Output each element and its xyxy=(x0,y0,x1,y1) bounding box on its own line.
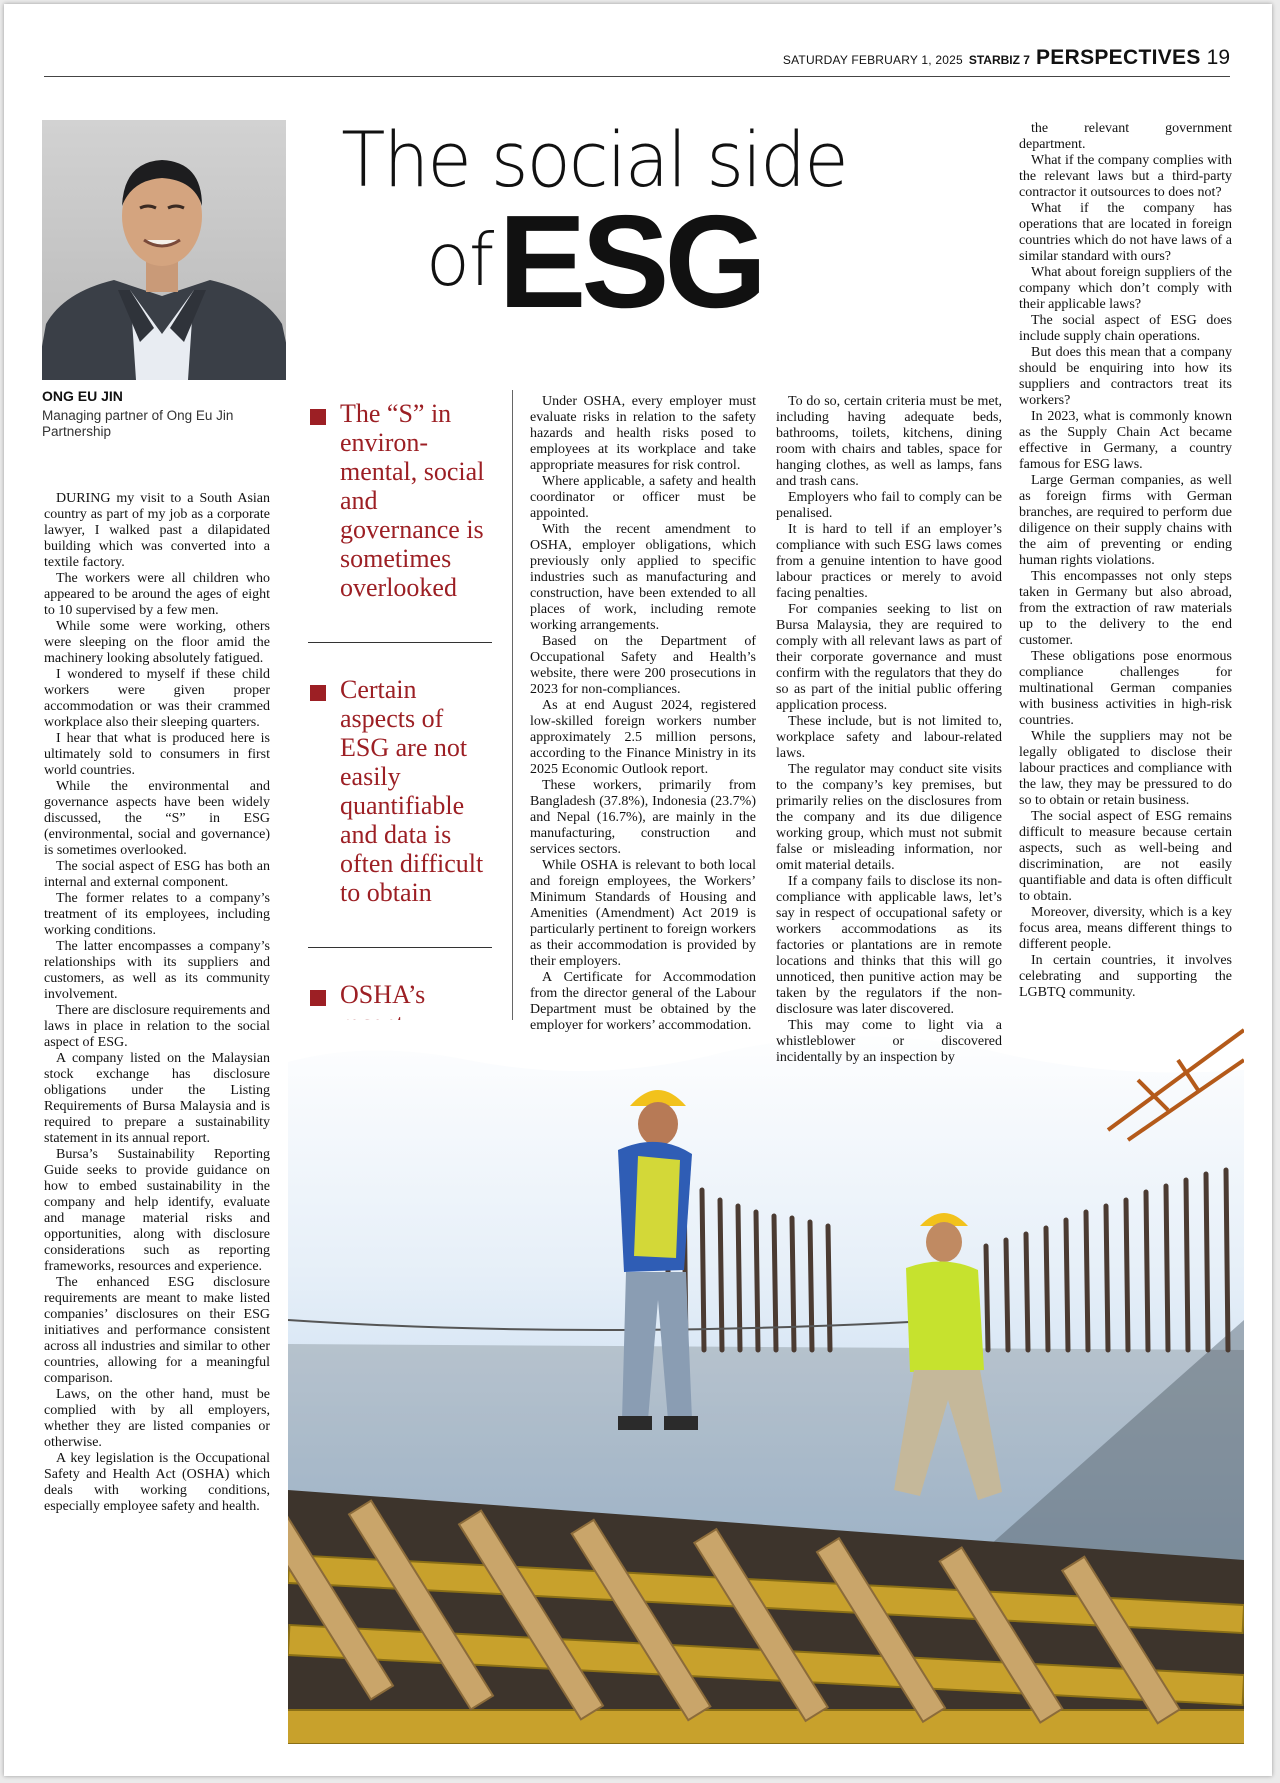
headline-line-2 xyxy=(294,188,894,362)
pull-quote xyxy=(308,399,492,602)
body-paragraph: For companies seeking to list on Bursa Malaysia, they are required to comply with all relevant laws as part of their corporate governance and must confirm with the regulators that they do so as part of the initial public offering application process. xyxy=(776,602,1002,713)
pull-quote-text: OSHA’s xyxy=(340,980,426,1009)
author-portrait-illustration xyxy=(42,120,286,380)
body-paragraph: This may come to light via a whistleblower or discovered incidentally by an inspection by xyxy=(776,1018,1002,1065)
body-paragraph: I wondered to myself if these child workers were given proper accommodation or was their crammed workplace also their sleeping quarters. xyxy=(44,667,270,730)
pull-quote-text: The “S” in environ-mental, social and governance is sometimes overlooked xyxy=(340,399,485,602)
body-paragraph: Under OSHA, every employer must evaluate risks in relation to the safety hazards and health risks posed to employees at its workplace and take appropriate measures for risk control. xyxy=(530,394,756,473)
body-paragraph: Bursa’s Sustainability Reporting Guide seeks to provide guidance on how to embed sustainability in the company and help identify, evaluate and manage material risks and opportunities, along with disclosure considerations such as reporting frameworks, resources and experience. xyxy=(44,1147,270,1274)
body-paragraph: In 2023, what is commonly known as the Supply Chain Act became effective in Germany, a country famous for ESG laws. xyxy=(1019,409,1232,472)
body-paragraph: What about foreign suppliers of the company which don’t comply with their applicable laws? xyxy=(1019,265,1232,312)
newspaper-page xyxy=(4,4,1272,1776)
construction-workers-photo xyxy=(288,1020,1244,1744)
body-paragraph: What if the company complies with the relevant laws but a third-party contractor it outsources to does not? xyxy=(1019,153,1232,200)
body-paragraph: The social aspect of ESG does include supply chain operations. xyxy=(1019,313,1232,344)
body-paragraph: Moreover, diversity, which is a key focus area, means different things to different people. xyxy=(1019,905,1232,952)
body-paragraph: These obligations pose enormous compliance challenges for multinational German companies with business activities in high-risk countries. xyxy=(1019,649,1232,728)
author-role: Managing partner of Ong Eu Jin Partnership xyxy=(42,408,234,439)
body-paragraph: While the environmental and governance aspects have been widely discussed, the “S” in ESG (environmental, social and governance) is sometimes overlooked. xyxy=(44,779,270,858)
body-paragraph: The enhanced ESG disclosure requirements are meant to make listed companies’ disclosures on their ESG initiatives and performance consistent across all industries and similar to other countries, allowing for a meaningful comparison. xyxy=(44,1275,270,1386)
body-paragraph: the relevant government department. xyxy=(1019,121,1232,152)
pull-quote xyxy=(308,675,492,907)
article-headline xyxy=(294,114,894,362)
body-paragraph: A company listed on the Malaysian stock exchange has disclosure obligations under the Listing Requirements of Bursa Malaysia and is required to prepare a sustainability statement in its annual report. xyxy=(44,1051,270,1146)
masthead xyxy=(783,46,1230,70)
article-column-1 xyxy=(44,491,270,1515)
body-paragraph: But does this mean that a company should be enquiring into how its suppliers and contractors treat its workers? xyxy=(1019,345,1232,408)
square-bullet-icon xyxy=(310,409,326,425)
body-paragraph: DURING my visit to a South Asian country as part of my job as a corporate lawyer, I walked past a dilapidated building which was converted into a textile factory. xyxy=(44,491,270,570)
page-number: 19 xyxy=(1206,46,1230,69)
publication-name: STARBIZ 7 xyxy=(968,53,1030,67)
article-column-2 xyxy=(530,394,756,1034)
square-bullet-icon xyxy=(310,685,326,701)
body-paragraph: Laws, on the other hand, must be complied with by all employers, whether they are listed companies or otherwise. xyxy=(44,1387,270,1450)
section-title: PERSPECTIVES xyxy=(1035,46,1201,69)
body-paragraph: Based on the Department of Occupational Safety and Health’s website, there were 200 prosecutions in 2023 for non-compliances. xyxy=(530,634,756,697)
body-paragraph: The workers were all children who appeared to be around the ages of eight to 10 supervised by a few men. xyxy=(44,571,270,618)
body-paragraph: I hear that what is produced here is ultimately sold to consumers in first world countries. xyxy=(44,731,270,778)
body-paragraph: The regulator may conduct site visits to the company’s key premises, but primarily relies on the disclosures from the company and its due diligence working group, which must not submit false or misleading information, nor omit material details. xyxy=(776,762,1002,873)
body-paragraph: As at end August 2024, registered low-skilled foreign workers number approximately 2.5 million persons, according to the Finance Ministry in its 2025 Economic Outlook report. xyxy=(530,698,756,777)
pull-quote-divider xyxy=(308,642,492,643)
issue-date: SATURDAY FEBRUARY 1, 2025 xyxy=(782,53,963,67)
author-name: ONG EU JIN xyxy=(42,388,123,404)
body-paragraph: A Certificate for Accommodation from the director general of the Labour Department must be obtained by the employer for workers’ accommodation. xyxy=(530,970,756,1033)
body-paragraph: While OSHA is relevant to both local and foreign employees, the Workers’ Minimum Standards of Housing and Amenities (Amendment) Act 2019 is particularly pertinent to foreign workers as their accommodation is provided by their employers. xyxy=(530,858,756,969)
body-paragraph: Where applicable, a safety and health coordinator or officer must be appointed. xyxy=(530,474,756,521)
body-paragraph: With the recent amendment to OSHA, employer obligations, which previously only applied to specific industries such as manufacturing and construction, have been extended to all places of work, including remote working arrangements. xyxy=(530,522,756,633)
body-paragraph: To do so, certain criteria must be met, including having adequate beds, bathrooms, toilets, kitchens, dining room with chairs and tables, space for hanging clothes, as well as lamps, fans and trash cans. xyxy=(776,394,1002,489)
body-paragraph: While some were working, others were sleeping on the floor amid the machinery looking absolutely fatigued. xyxy=(44,619,270,666)
body-paragraph: It is hard to tell if an employer’s compliance with such ESG laws comes from a genuine intention to have good labour practices or merely to avoid facing penalties. xyxy=(776,522,1002,601)
body-paragraph: This encompasses not only steps taken in Germany but also abroad, from the extraction of raw materials up to the delivery to the end customer. xyxy=(1019,569,1232,648)
pull-quote-text: Certain aspects of ESG are not easily quantifiable and data is often difficult to obtain xyxy=(340,675,484,907)
body-paragraph: While the suppliers may not be legally obligated to disclose their labour practices and compliance with the law, they may be pressured to do so to obtain or retain business. xyxy=(1019,729,1232,808)
body-paragraph: The social aspect of ESG remains difficult to measure because certain aspects, such as well-being and discrimination, are not easily quantifiable and data is often difficult to obtain. xyxy=(1019,809,1232,904)
article-column-4 xyxy=(1019,121,1232,1001)
square-bullet-icon xyxy=(310,990,326,1006)
body-paragraph: What if the company has operations that are located in foreign countries which do not have laws of a similar standard with ours? xyxy=(1019,201,1232,264)
body-paragraph: If a company fails to disclose its non-compliance with applicable laws, let’s say in respect of occupational safety or workers accommodations as its factories or plantations are in remote locations and thinks that this will go unnoticed, then punitive action may be taken by the regulators if the non-disclosure was later discovered. xyxy=(776,874,1002,1017)
article-column-3 xyxy=(776,394,1002,1066)
body-paragraph: These workers, primarily from Bangladesh (37.8%), Indonesia (23.7%) and Nepal (16.7%), are mainly in the manufacturing, construction and services sectors. xyxy=(530,778,756,857)
body-paragraph: The social aspect of ESG has both an internal and external component. xyxy=(44,859,270,890)
headline-of: of xyxy=(425,218,494,302)
body-paragraph: Employers who fail to comply can be penalised. xyxy=(776,490,1002,521)
body-paragraph: Large German companies, as well as foreign firms with German branches, are required to perform due diligence on their supply chains with the aim of preventing or ending human rights violations. xyxy=(1019,473,1232,568)
author-photo xyxy=(42,120,286,380)
body-paragraph: There are disclosure requirements and laws in place in relation to the social aspect of ESG. xyxy=(44,1003,270,1050)
body-paragraph: These include, but is not limited to, workplace safety and labour-related laws. xyxy=(776,714,1002,761)
headline-line-1: The social side xyxy=(341,115,847,204)
body-paragraph: The latter encompasses a company’s relationships with its suppliers and customers, as well as its community involvement. xyxy=(44,939,270,1002)
body-paragraph: The former relates to a company’s treatment of its employees, including working conditions. xyxy=(44,891,270,938)
construction-site-illustration xyxy=(288,1020,1244,1744)
masthead-rule xyxy=(44,76,1230,77)
body-paragraph: In certain countries, it involves celebrating and supporting the LGBTQ community. xyxy=(1019,953,1232,1000)
headline-esg: ESG xyxy=(498,188,763,335)
body-paragraph: A key legislation is the Occupational Safety and Health Act (OSHA) which deals with working conditions, especially employee safety and health. xyxy=(44,1451,270,1514)
pull-quote-divider xyxy=(308,947,492,948)
